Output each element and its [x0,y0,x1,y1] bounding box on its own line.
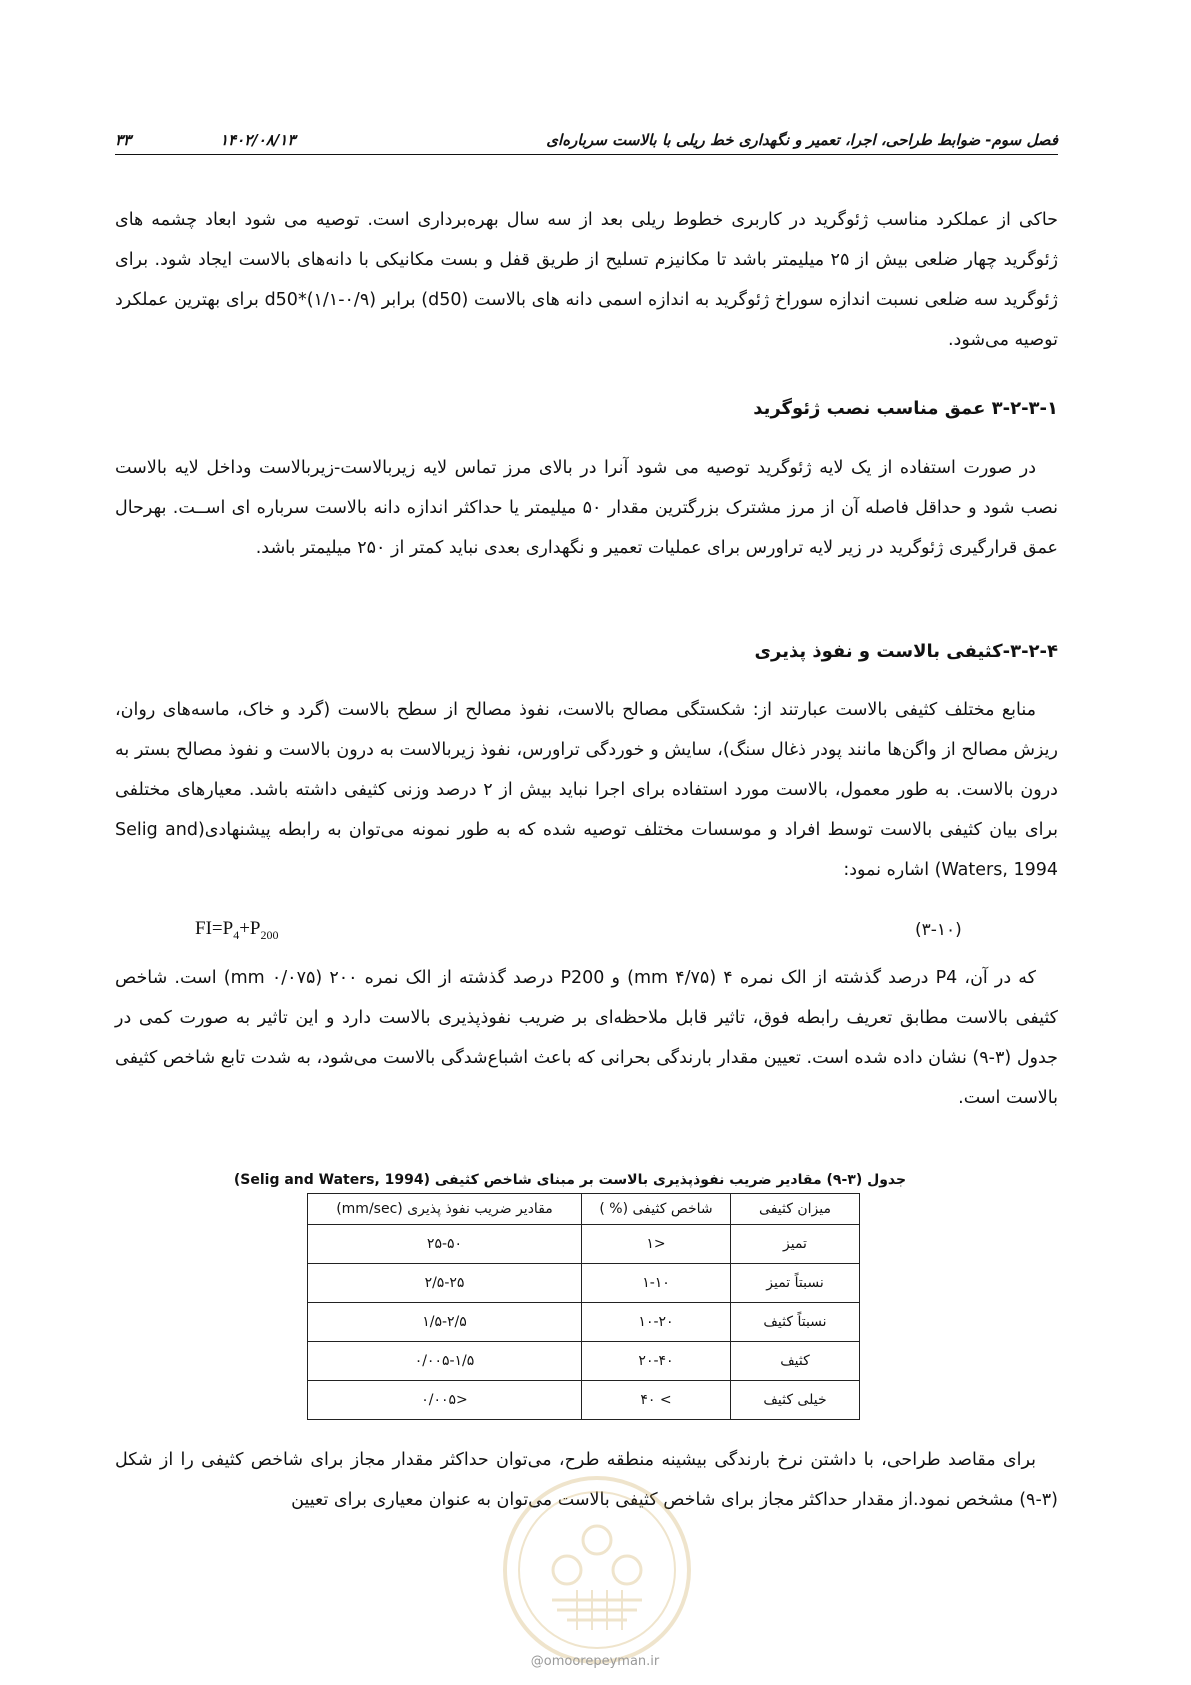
header-date: ۱۴۰۲/۰۸/۱۳ [220,131,296,149]
table-caption: جدول (۳-۹) مقادیر ضریب نفوذپذیری بالاست بر مبنای شاخص کثیفی (Selig and Waters, 1994) [233,1172,907,1188]
watermark-site: @omoorepeyman.ir [530,1654,660,1669]
header-cell: شاخص کثیفی (% ) [582,1194,731,1225]
table-row [308,1342,860,1381]
header-cell: میزان کثیفی [731,1194,860,1225]
table-cell: ۱/۵-۲/۵ [308,1303,582,1342]
table-cell: ۱۰-۲۰ [582,1303,731,1342]
table-cell: <۰/۰۰۵ [308,1381,582,1420]
table-cell: > ۴۰ [582,1381,731,1420]
table-cell: ۲/۵-۲۵ [308,1264,582,1303]
table-cell: ۰/۰۰۵-۱/۵ [308,1342,582,1381]
table-cell: تمیز [731,1225,860,1264]
table-row [308,1264,860,1303]
permeability-table [307,1193,860,1420]
page-number: ۳۳ [115,131,132,149]
table-cell: نسبتاً کثیف [731,1303,860,1342]
paragraph-1: حاکی از عملکرد مناسب ژئوگرید در کاربری خطوط ریلی بعد از سه سال بهره‌برداری است. توصیه می شود ابعاد چشمه های ژئوگرید چهار ضلعی بیش از ۲۵ میلیمتر باشد تا مکانیزم تسلیح از طریق قفل و بست مکانیکی با دانه‌های بالاست ایجاد شود. برای ژئوگرید سه ضلعی نسبت اندازه سوراخ ژئوگرید به اندازه اسمی دانه های بالاست (d50) برابر d50*(۱/۱-۰/۹) برای بهترین عملکرد توصیه می‌شود. [115,210,1059,350]
paragraph-2: در صورت استفاده از یک لایه ژئوگرید توصیه می شود آنرا در بالای مرز تماس لایه زیربالاست-زیربالاست وداخل لایه بالاست نصب شود و حداقل فاصله آن از مرز مشترک بزرگترین مقدار ۵۰ میلیمتر یا حداکثر اندازه دانه بالاست سرباره ای اســت. بهرحال عمق قرارگیری ژئوگرید در زیر لایه تراورس برای عملیات تعمیر و نگهداری بعدی نباید کمتر از ۲۵۰ میلیمتر باشد. [115,458,1058,558]
watermark-seal-icon [497,1470,697,1670]
table-row [308,1303,860,1342]
running-header [115,131,1058,153]
table-cell: ۲۵-۵۰ [308,1225,582,1264]
table-cell: کثیف [731,1342,860,1381]
equation-number: (۳-۱۰) [915,920,962,940]
table-cell: ۲۰-۴۰ [582,1342,731,1381]
table-cell: <۱ [582,1225,731,1264]
header-rule [115,154,1058,155]
header-cell: مقادیر ضریب نفوذ پذیری (mm/sec) [308,1194,582,1225]
paragraph-4: که در آن، P4 درصد گذشته از الک نمره ۴ (۴/۷۵ mm) و P200 درصد گذشته از الک نمره ۲۰۰ (۰/۰۷۵ mm) است. شاخص کثیفی بالاست مطابق تعریف رابطه فوق، تاثیر قابل ملاحظه‌ای بر ضریب نفوذپذیری بالاست دارد و این تاثیر به صورت کمی در جدول (۳-۹) نشان داده شده است. تعیین مقدار بارندگی بحرانی که باعث اشباع‌شدگی بالاست می‌شود، به شدت تابع شاخص کثیفی بالاست است. [115,968,1058,1108]
table-header-row [308,1194,860,1225]
table-cell: ۱-۱۰ [582,1264,731,1303]
table-cell: نسبتاً تمیز [731,1264,860,1303]
table-row [308,1225,860,1264]
section-heading-1: ۳-۲-۳-۱ عمق مناسب نصب ژئوگرید [753,398,1058,419]
table-cell: خیلی کثیف [731,1381,860,1420]
chapter-title: فصل سوم- ضوابط طراحی، اجرا، تعمیر و نگهداری خط ریلی با بالاست سربارە‌ای [546,131,1058,149]
table-row [308,1381,860,1420]
section-heading-2: ۳-۲-۴-کثیفی بالاست و نفوذ پذیری [754,641,1058,662]
paragraph-3: منابع مختلف کثیفی بالاست عبارتند از: شکستگی مصالح بالاست، نفوذ مصالح از سطح بالاست (گرد و خاک، ماسه‌های روان، ریزش مصالح از واگن‌ها مانند پودر ذغال سنگ)، سایش و خوردگی تراورس، نفوذ زیربالاست به درون بالاست و نفوذ مصالح بستر به درون بالاست. به طور معمول، بالاست مورد استفاده برای اجرا نباید بیش از ۲ درصد وزنی کثیفی داشته باشد. معیارهای مختلفی برای بیان کثیفی بالاست توسط افراد و موسسات مختلف توصیه شده که به طور نمونه می‌توان به رابطه پیشنهادی(Selig and Waters, 1994) اشاره نمود: [115,700,1058,880]
formula: $FI=P_4+P_{200}$ [195,918,279,942]
paragraph-5: برای مقاصد طراحی، با داشتن نرخ بارندگی بیشینه منطقه طرح، می‌توان حداکثر مقدار مجاز برای شاخص کثیفی را از شکل (۳-۹) مشخص نمود.از مقدار حداکثر مجاز برای شاخص کثیفی بالاست می‌توان به عنوان معیاری برای تعیین [115,1450,1058,1510]
